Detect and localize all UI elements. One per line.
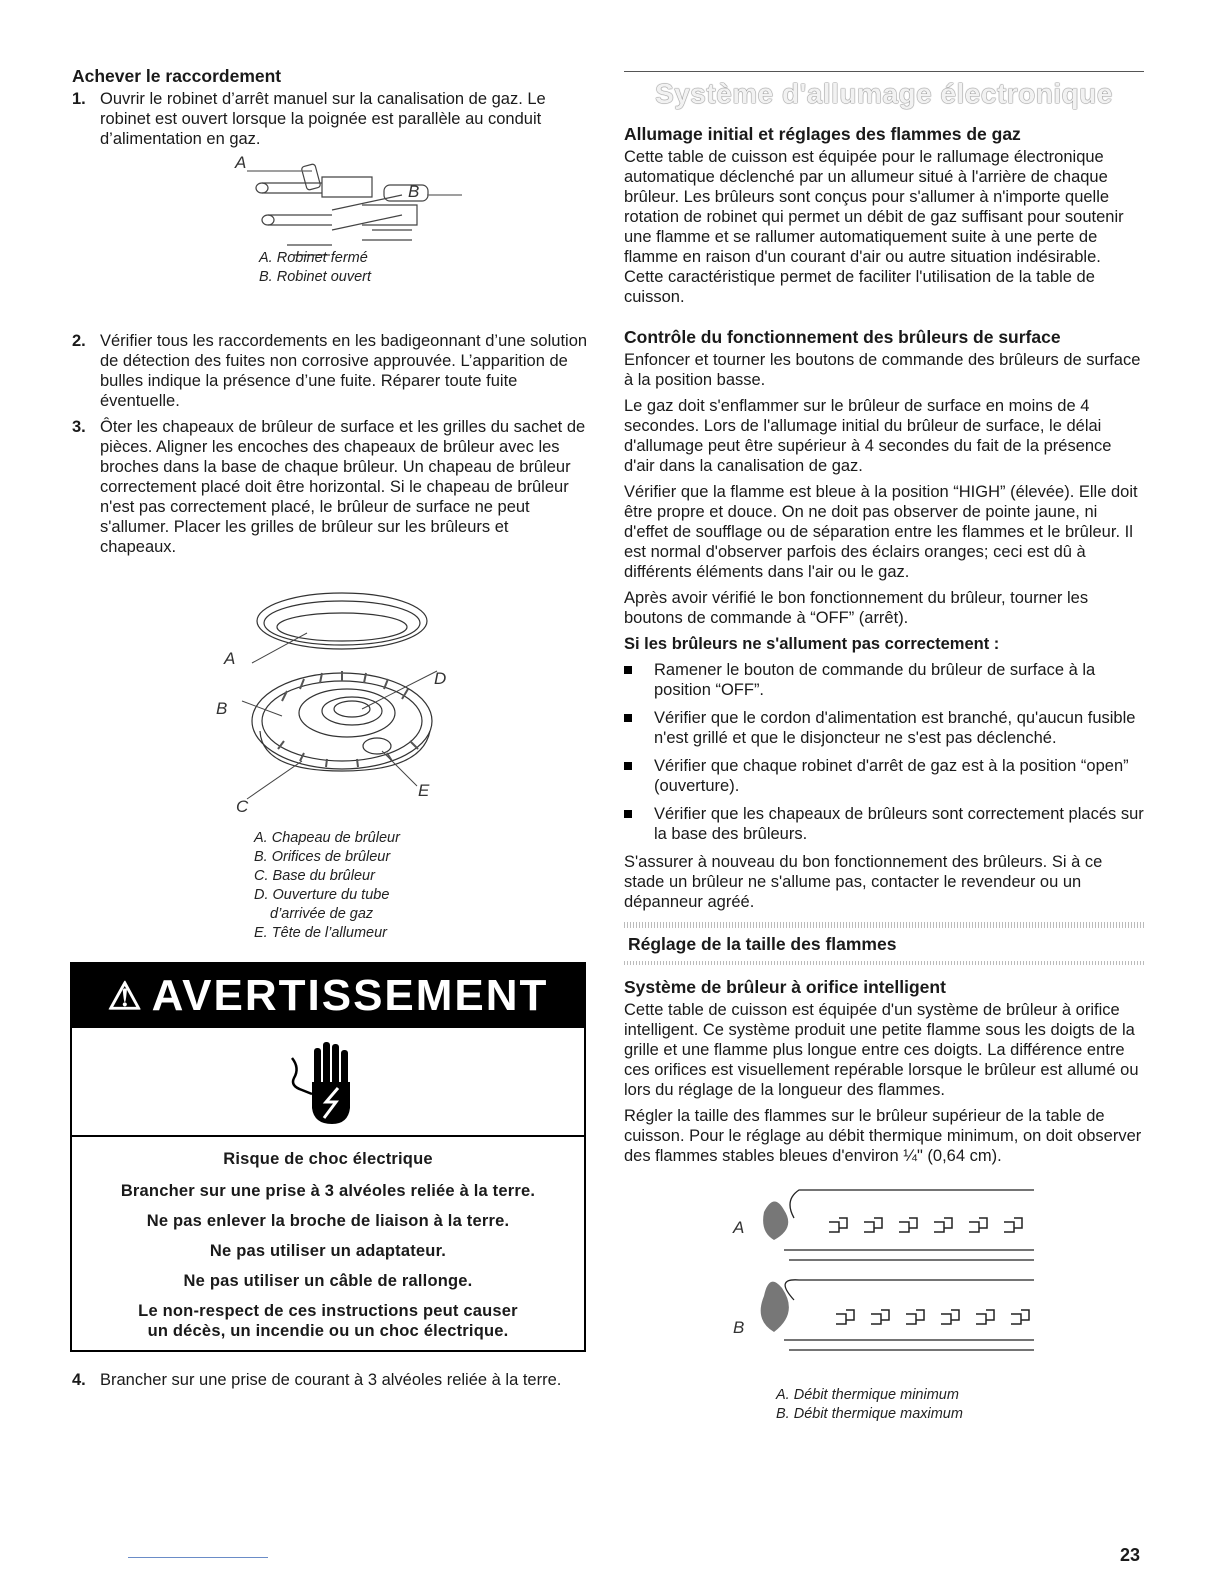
flame-caption-b: B. Débit thermique maximum bbox=[776, 1406, 963, 1422]
heading-control: Contrôle du fonctionnement des brûleurs de surface bbox=[624, 327, 1061, 347]
page-number: 23 bbox=[1120, 1545, 1141, 1565]
warning-header bbox=[72, 964, 584, 1028]
valve-captions bbox=[259, 249, 371, 287]
electric-shock-hand-icon bbox=[288, 1038, 368, 1128]
valve-caption-a: A. Robinet fermé bbox=[259, 250, 368, 266]
flame-figure bbox=[624, 1188, 1144, 1438]
burner-label-a: A bbox=[224, 649, 236, 668]
valve-label-b: B bbox=[408, 182, 420, 201]
step-4 bbox=[72, 1370, 590, 1390]
burner-caption-d: D. Ouverture du tube bbox=[254, 887, 390, 903]
burner-illustration bbox=[72, 581, 588, 821]
bottom-rule bbox=[128, 1557, 268, 1558]
step-text: Vérifier tous les raccordements en les badigeonnant d’une solution de détection des fuites non corrosive approuvée. L’apparition de bulles indique la présence d’une fuite. Réparer toute fuite éventuelle. bbox=[100, 332, 588, 410]
right-column bbox=[624, 66, 1144, 1438]
bullet-text: Vérifier que chaque robinet d'arrêt de gaz est à la position “open” (ouverture). bbox=[654, 757, 1129, 795]
bullet-text: Ramener le bouton de commande du brûleur de surface à la position “OFF”. bbox=[654, 661, 1096, 699]
warning-line-2: Ne pas enlever la broche de liaison à la terre. bbox=[146, 1212, 510, 1230]
step-number: 1. bbox=[72, 90, 86, 108]
step-3 bbox=[72, 417, 588, 557]
warning-line-risk: Risque de choc électrique bbox=[223, 1150, 433, 1168]
heading-smart: Système de brûleur à orifice intelligent bbox=[624, 977, 946, 997]
bullet-square-icon bbox=[624, 810, 632, 818]
burner-label-d: D bbox=[434, 669, 447, 688]
step-text: Brancher sur une prise de courant à 3 alvéoles reliée à la terre. bbox=[100, 1371, 562, 1389]
para-control-3: Vérifier que la flamme est bleue à la position “HIGH” (élevée). Elle doit être propre et douce. On ne doit pas observer de pointe jaune, ni d'effet de soufflage ou de séparation entre les flammes et le brûleur. Il est normal d'observer parfois des éclairs oranges; ceci est dû à différents éléments dans l'air ou le gaz. bbox=[624, 483, 1138, 581]
heading-fail: Si les brûleurs ne s'allument pas correctement : bbox=[624, 635, 1000, 653]
valve-label-a: A bbox=[235, 153, 247, 172]
warning-line-4: Ne pas utiliser un câble de rallonge. bbox=[183, 1272, 473, 1290]
step-number: 3. bbox=[72, 418, 86, 436]
bullet-1 bbox=[624, 660, 1144, 700]
bullet-2 bbox=[624, 708, 1144, 748]
bullet-3 bbox=[624, 756, 1144, 796]
burner-label-c: C bbox=[236, 797, 249, 816]
flame-label-a: A bbox=[733, 1218, 745, 1237]
para-control-4: Après avoir vérifié le bon fonctionnement du brûleur, tourner les boutons de commande à “OFF” (arrêt). bbox=[624, 589, 1089, 627]
flame-caption-a: A. Débit thermique minimum bbox=[776, 1387, 959, 1403]
burner-captions bbox=[254, 829, 400, 943]
bullet-square-icon bbox=[624, 762, 632, 770]
burner-caption-e: E. Tête de l’allumeur bbox=[254, 925, 387, 941]
burner-figure bbox=[72, 563, 588, 941]
bullet-square-icon bbox=[624, 714, 632, 722]
para-initial: Cette table de cuisson est équipée pour le rallumage électronique automatique déclenché par un allumeur situé à l'arrière de chaque brûleur. Les brûleurs sont conçus pour s'allumer à n'importe quelle rotation de robinet qui permet un débit de gaz suffisant pour soutenir une flamme et se rallumer automatiquement suite à une perte de flamme en raison d'un courant d'air ou autre situation indésirable. Cette caractéristique permet de faciliter l'utilisation de la table de cuisson. bbox=[624, 148, 1124, 306]
warning-line-1: Brancher sur une prise à 3 alvéoles reliée à la terre. bbox=[120, 1182, 536, 1200]
flame-label-b: B bbox=[733, 1318, 745, 1337]
subsection-hatch-top bbox=[624, 922, 1144, 928]
para-control-1: Enfoncer et tourner les boutons de commande des brûleurs de surface à la position basse. bbox=[624, 351, 1141, 389]
warning-line-3: Ne pas utiliser un adaptateur. bbox=[209, 1242, 447, 1260]
burner-caption-d2: d’arrivée de gaz bbox=[270, 906, 374, 922]
step-number: 2. bbox=[72, 332, 86, 350]
para-smart-1: Cette table de cuisson est équipée d'un système de brûleur à orifice intelligent. Ce système produit une petite flamme sous les doigts de la grille et une flamme plus longue entre ces doigts. La différence entre ces orifices est visuellement repérable lorsque le brûleur est allumé ou lors du réglage de la longueur des flammes. bbox=[624, 1001, 1139, 1099]
burner-caption-a: A. Chapeau de brûleur bbox=[254, 830, 400, 846]
bullet-4 bbox=[624, 804, 1144, 844]
step-number: 4. bbox=[72, 1371, 86, 1389]
bullet-square-icon bbox=[624, 666, 632, 674]
para-recheck: S'assurer à nouveau du bon fonctionnement des brûleurs. Si à ce stade un brûleur ne s'allume pas, contacter le revendeur ou un dépanneur agréé. bbox=[624, 853, 1103, 911]
burner-caption-c: C. Base du brûleur bbox=[254, 868, 375, 884]
section-title: Système d'allumage électronique bbox=[655, 78, 1113, 109]
subsection-hatch-bottom bbox=[624, 961, 1144, 965]
bullet-text: Vérifier que le cordon d'alimentation est branché, qu'aucun fusible n'est grillé et que le disjoncteur ne s'est pas déclenché. bbox=[654, 709, 1136, 747]
warning-box bbox=[70, 962, 586, 1352]
flame-illustration bbox=[624, 1188, 1144, 1358]
heading-achever: Achever le raccordement bbox=[72, 66, 282, 86]
step-text: Ôter les chapeaux de brûleur de surface et les grilles du sachet de pièces. Aligner les encoches des chapeaux de brûleur avec les broches dans la base de chaque brûleur. Un chapeau de brûleur correctement placé doit être horizontal. Si le chapeau de brûleur n'est pas correctement placé, le brûleur de surface ne peut s'allumer. Placer les grilles de brûleur sur les brûleurs et chapeaux. bbox=[100, 418, 586, 556]
para-control-2: Le gaz doit s'enflammer sur le brûleur de surface en moins de 4 secondes. Lors de l'allumage initial du brûleur de surface, le délai d'allumage peut être supérieur à 4 secondes du fait de la présence d'air dans la canalisation de gaz. bbox=[624, 397, 1112, 475]
left-column bbox=[72, 66, 588, 941]
burner-caption-b: B. Orifices de brûleur bbox=[254, 849, 391, 865]
warning-line-6: un décès, un incendie ou un choc électrique. bbox=[147, 1322, 509, 1340]
step-text: Ouvrir le robinet d’arrêt manuel sur la canalisation de gaz. Le robinet est ouvert lorsque la poignée est parallèle au conduit d’alimentation en gaz. bbox=[100, 90, 546, 148]
warning-icon-area bbox=[72, 1028, 584, 1137]
bullet-text: Vérifier que les chapeaux de brûleurs sont correctement placés sur la base des brûleurs. bbox=[654, 805, 1144, 843]
warning-title: AVERTISSEMENT bbox=[151, 971, 549, 1020]
valve-caption-b: B. Robinet ouvert bbox=[259, 269, 372, 285]
subsection-title: Réglage de la taille des flammes bbox=[628, 934, 897, 954]
section-rule bbox=[624, 71, 1144, 72]
warning-line-5: Le non-respect de ces instructions peut causer bbox=[138, 1302, 518, 1320]
valve-figure bbox=[72, 155, 588, 331]
warning-triangle-icon: ⚠ bbox=[107, 975, 144, 1018]
heading-initial: Allumage initial et réglages des flammes de gaz bbox=[624, 124, 1021, 144]
warning-text bbox=[72, 1137, 584, 1341]
burner-label-b: B bbox=[216, 699, 228, 718]
step-1 bbox=[72, 89, 588, 149]
burner-label-e: E bbox=[418, 781, 430, 800]
para-smart-2: Régler la taille des flammes sur le brûleur supérieur de la table de cuisson. Pour le réglage au débit thermique minimum, on doit observer des flammes stables bleues d'environ ¼" (0,64 cm). bbox=[624, 1107, 1142, 1165]
flame-captions bbox=[776, 1386, 963, 1424]
step-2 bbox=[72, 331, 588, 411]
